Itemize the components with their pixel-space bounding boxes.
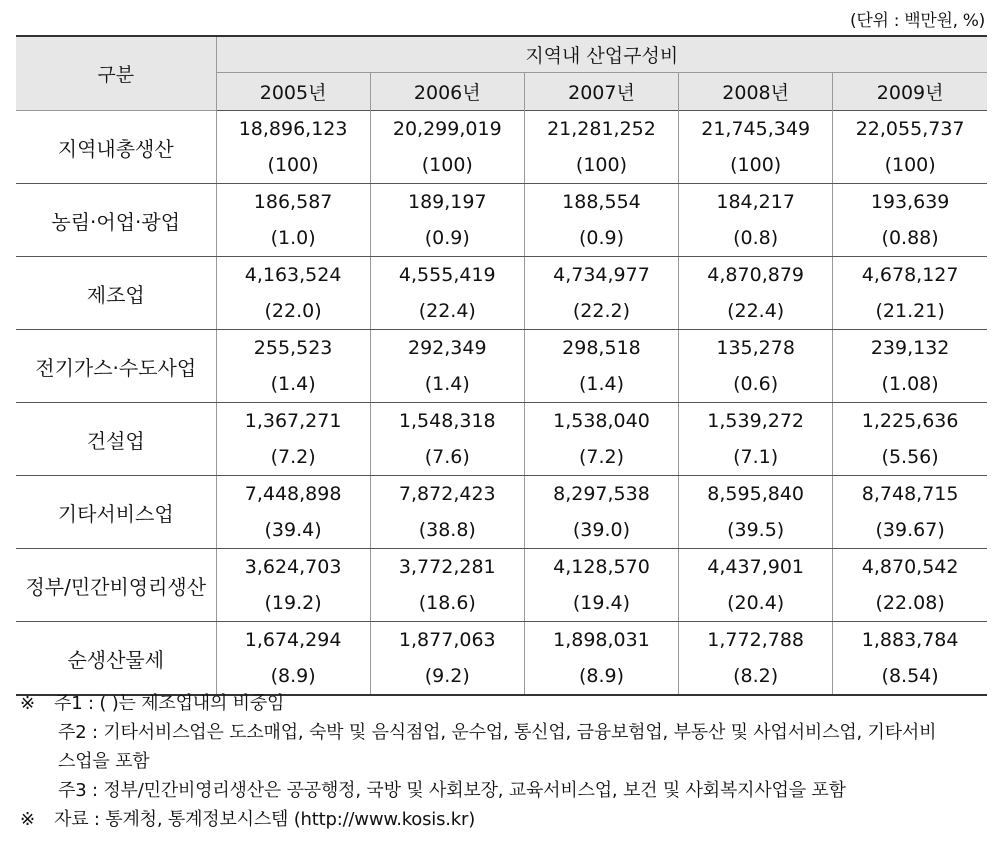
cell-share: (100) [267, 154, 319, 176]
year-header: 2006년 [370, 73, 524, 111]
cell-value: 18,896,123 [238, 118, 348, 140]
data-cell [216, 184, 370, 257]
cell-value: 1,674,294 [244, 629, 342, 651]
note-mark: ※ [20, 693, 35, 714]
data-cell [216, 403, 370, 476]
cell-share: (7.2) [270, 446, 316, 468]
cell-share: (39.5) [727, 519, 785, 541]
cell-value: 135,278 [716, 337, 795, 359]
cell-share: (1.08) [881, 373, 939, 395]
cell-share: (7.2) [578, 446, 624, 468]
data-cell [833, 330, 987, 403]
data-cell [524, 476, 678, 549]
data-cell [524, 257, 678, 330]
cell-value: 188,554 [562, 191, 641, 213]
data-cell [370, 622, 524, 696]
year-header: 2005년 [216, 73, 370, 111]
cell-value: 1,883,784 [861, 629, 959, 651]
table-row [16, 549, 987, 622]
data-cell [524, 184, 678, 257]
year-header: 2007년 [524, 73, 678, 111]
data-cell [370, 257, 524, 330]
note-2-line-1: 주2 : 기타서비스업은 도소매업, 숙박 및 음식점업, 운수업, 통신업, 금융보험업, 부동산 및 사업서비스업, 기타서비 [58, 722, 937, 743]
table-row [16, 257, 987, 330]
industry-composition-table [16, 35, 987, 696]
cell-value: 8,748,715 [861, 483, 959, 505]
cell-value: 189,197 [407, 191, 487, 213]
data-cell [216, 330, 370, 403]
cell-share: (18.6) [418, 592, 476, 614]
data-cell [679, 330, 833, 403]
cell-share: (1.4) [578, 373, 624, 395]
note-1: ※ 주1 : ( )는 제조업내의 비중임 [20, 689, 991, 718]
data-cell [524, 330, 678, 403]
cell-value: 21,745,349 [701, 118, 811, 140]
cell-share: (0.9) [578, 227, 624, 249]
data-cell [679, 549, 833, 622]
cell-share: (1.4) [270, 373, 316, 395]
row-label: 순생산물세 [16, 622, 216, 696]
data-cell [833, 184, 987, 257]
cell-value: 1,772,788 [707, 629, 804, 651]
data-cell [370, 330, 524, 403]
cell-value: 1,367,271 [244, 410, 342, 432]
cell-share: (8.54) [881, 665, 939, 687]
data-cell [370, 111, 524, 184]
cell-share: (0.88) [881, 227, 939, 249]
cell-share: (22.0) [264, 300, 322, 322]
row-label: 기타서비스업 [16, 476, 216, 549]
cell-share: (38.8) [418, 519, 476, 541]
cell-value: 8,297,538 [553, 483, 650, 505]
cell-share: (1.4) [424, 373, 470, 395]
row-label: 지역내총생산 [16, 111, 216, 184]
cell-value: 298,518 [562, 337, 641, 359]
cell-share: (1.0) [270, 227, 316, 249]
footnotes [20, 689, 991, 834]
cell-share: (7.6) [424, 446, 470, 468]
cell-value: 4,870,879 [707, 264, 804, 286]
row-label: 농림·어업·광업 [16, 184, 216, 257]
cell-value: 292,349 [407, 337, 487, 359]
cell-share: (100) [575, 154, 628, 176]
cell-value: 3,624,703 [244, 556, 342, 578]
data-cell [216, 257, 370, 330]
cell-share: (0.9) [424, 227, 470, 249]
cell-share: (19.2) [264, 592, 322, 614]
year-header: 2009년 [833, 73, 987, 111]
data-cell [370, 403, 524, 476]
cell-share: (22.08) [875, 592, 945, 614]
cell-share: (9.2) [424, 665, 470, 687]
row-label: 전기가스·수도사업 [16, 330, 216, 403]
data-cell [679, 476, 833, 549]
row-label: 정부/민간비영리생산 [16, 549, 216, 622]
cell-value: 4,128,570 [553, 556, 650, 578]
data-cell [524, 622, 678, 696]
data-cell [679, 257, 833, 330]
cell-share: (22.4) [418, 300, 476, 322]
cell-value: 1,548,318 [398, 410, 496, 432]
cell-value: 7,448,898 [244, 483, 342, 505]
cell-value: 4,678,127 [861, 264, 959, 286]
cell-value: 22,055,737 [855, 118, 965, 140]
unit-note: (단위 : 백만원, %) [850, 11, 985, 31]
cell-value: 184,217 [716, 191, 795, 213]
cell-value: 8,595,840 [707, 483, 804, 505]
cell-value: 239,132 [870, 337, 950, 359]
note-3: 주3 : 정부/민간비영리생산은 공공행정, 국방 및 사회보장, 교육서비스업, 보건 및 사회복지사업을 포함 [58, 780, 846, 801]
data-cell [524, 403, 678, 476]
data-cell [370, 549, 524, 622]
table-row [16, 476, 987, 549]
cell-share: (0.8) [733, 227, 779, 249]
cell-value: 1,539,272 [707, 410, 804, 432]
data-cell [216, 476, 370, 549]
cell-share: (39.0) [572, 519, 631, 541]
cell-value: 4,163,524 [244, 264, 342, 286]
cell-share: (100) [884, 154, 936, 176]
cell-share: (100) [421, 154, 473, 176]
cell-value: 255,523 [253, 337, 333, 359]
data-cell [216, 549, 370, 622]
cell-value: 1,225,636 [861, 410, 959, 432]
cell-value: 1,898,031 [553, 629, 650, 651]
cell-share: (100) [730, 154, 782, 176]
cell-value: 4,437,901 [707, 556, 804, 578]
data-cell [833, 111, 987, 184]
cell-value: 186,587 [253, 191, 333, 213]
table-row [16, 184, 987, 257]
cell-value: 4,555,419 [398, 264, 496, 286]
data-cell [370, 184, 524, 257]
cell-value: 1,877,063 [398, 629, 496, 651]
cell-value: 1,538,040 [553, 410, 650, 432]
data-cell [679, 184, 833, 257]
cell-share: (8.9) [578, 665, 624, 687]
table-row [16, 403, 987, 476]
corner-header: 구분 [16, 36, 216, 111]
cell-share: (39.4) [264, 519, 322, 541]
cell-value: 3,772,281 [398, 556, 496, 578]
cell-share: (22.4) [727, 300, 785, 322]
row-label: 건설업 [16, 403, 216, 476]
cell-share: (20.4) [727, 592, 785, 614]
data-cell [833, 549, 987, 622]
source-note: ※ 자료 : 통계청, 통계정보시스템 (http://www.kosis.kr) [20, 805, 991, 834]
cell-share: (39.67) [875, 519, 945, 541]
table-row [16, 330, 987, 403]
cell-value: 4,870,542 [861, 556, 959, 578]
group-header: 지역내 산업구성비 [216, 36, 987, 73]
cell-share: (21.21) [875, 300, 945, 322]
row-label: 제조업 [16, 257, 216, 330]
data-cell [524, 549, 678, 622]
data-cell [679, 403, 833, 476]
note-mark: ※ [20, 809, 35, 830]
cell-value: 20,299,019 [392, 118, 502, 140]
cell-value: 193,639 [870, 191, 950, 213]
cell-share: (7.1) [733, 446, 779, 468]
cell-share: (8.9) [270, 665, 316, 687]
data-cell [833, 257, 987, 330]
data-cell [833, 403, 987, 476]
cell-value: 7,872,423 [398, 483, 496, 505]
data-cell [370, 476, 524, 549]
data-cell [833, 476, 987, 549]
cell-share: (8.2) [733, 665, 779, 687]
table-row [16, 111, 987, 184]
note-2-line-2: 스업을 포함 [58, 751, 150, 772]
data-cell [524, 111, 678, 184]
table-row [16, 622, 987, 696]
cell-share: (0.6) [733, 373, 779, 395]
data-cell [679, 111, 833, 184]
cell-value: 4,734,977 [553, 264, 650, 286]
data-cell [833, 622, 987, 696]
cell-share: (5.56) [881, 446, 939, 468]
data-cell [216, 111, 370, 184]
data-cell [679, 622, 833, 696]
cell-share: (22.2) [572, 300, 631, 322]
cell-share: (19.4) [572, 592, 631, 614]
data-cell [216, 622, 370, 696]
year-header: 2008년 [679, 73, 833, 111]
cell-value: 21,281,252 [547, 118, 656, 140]
